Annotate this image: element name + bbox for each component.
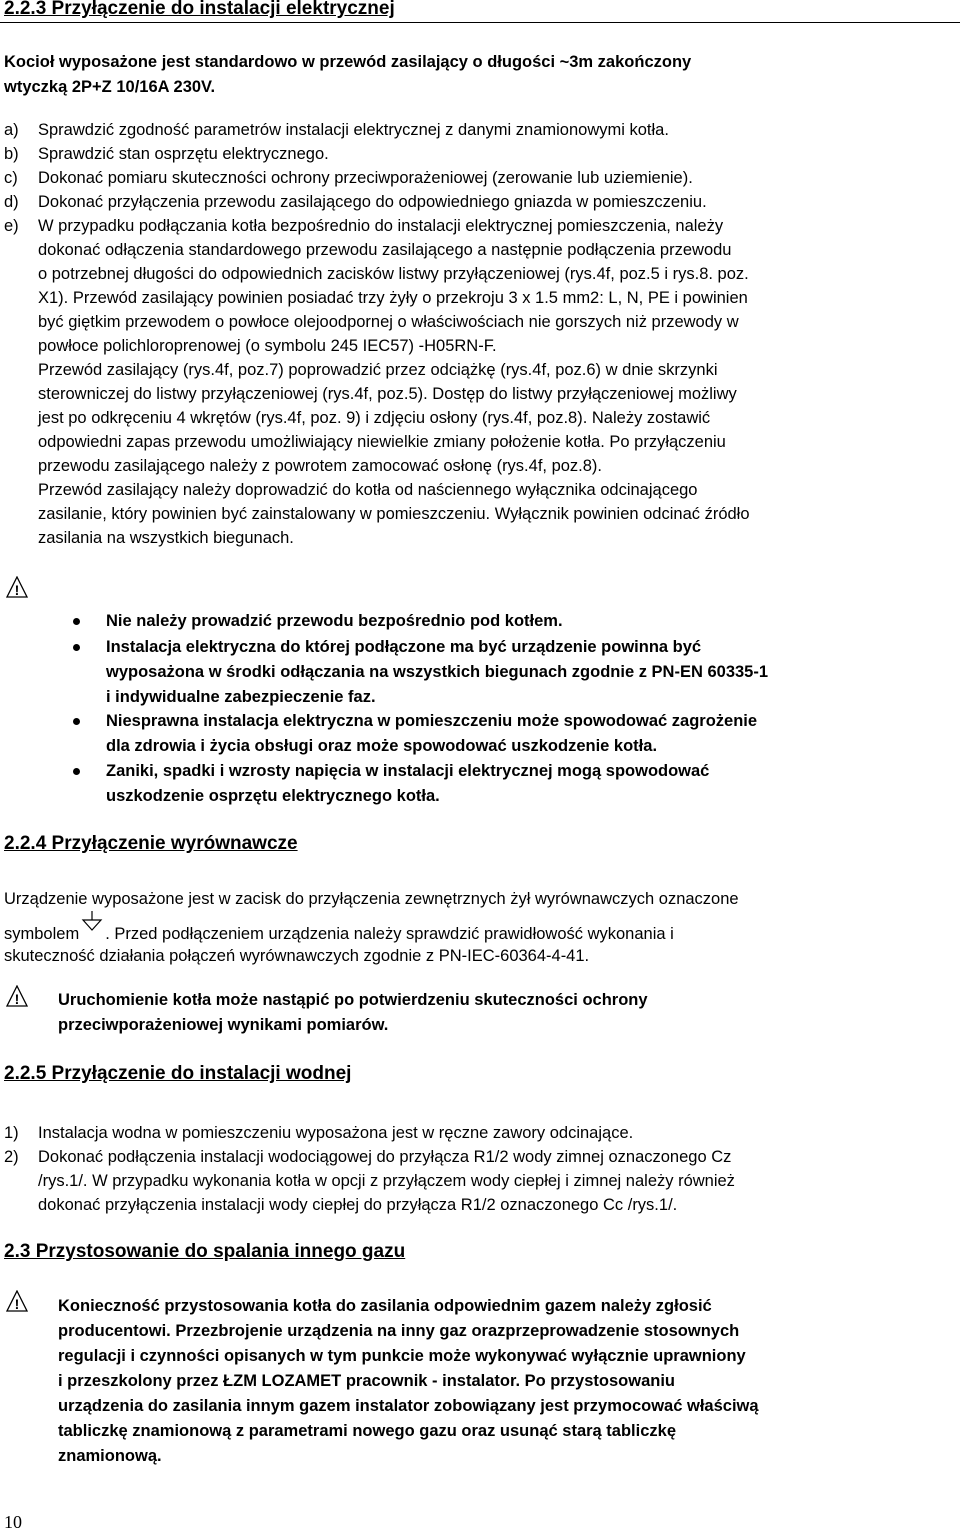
warning-triangle-icon (6, 985, 28, 1007)
svg-text:!: ! (14, 1296, 20, 1312)
top-rule (0, 22, 960, 23)
intro-paragraph: Kocioł wyposażone jest standardowo w przewód zasilający o długości ~3m zakończony wtyczką 2P+Z 10/16A 230V. (4, 53, 692, 96)
paragraph-line: skuteczność działania połączeń wyrównawczych zgodnie z PN-IEC-60364-4-41. (4, 947, 590, 965)
svg-text:!: ! (14, 991, 20, 1007)
list-item: Nie należy prowadzić przewodu bezpośrednio pod kotłem. (106, 612, 563, 630)
page-number: 10 (4, 1512, 22, 1532)
warning-text: Uruchomienie kotła może nastąpić po potwierdzeniu skuteczności ochrony przeciwporażeniowej wynikami pomiarów. (58, 991, 648, 1034)
list-item: Instalacja elektryczna do której podłączone ma być urządzenie powinna być wyposażona w środki odłączania na wszystkich biegunach zgodnie z PN-EN 60335-1 i indywidualne zabezpieczenie faz. (106, 638, 769, 706)
svg-text:!: ! (14, 582, 20, 598)
bullet-icon (73, 644, 80, 651)
paragraph-line: symbolem . Przed podłączeniem urządzenia należy sprawdzić prawidłowość wykonania i (4, 920, 674, 946)
bullet-icon (73, 768, 80, 775)
section-heading-2-2-4: 2.2.4 Przyłączenie wyrównawcze (4, 833, 298, 854)
paragraph-line: Urządzenie wyposażone jest w zacisk do przyłączenia zewnętrznych żył wyrównawczych oznaczone (4, 890, 739, 908)
warning-triangle-icon (6, 1290, 28, 1312)
bullet-icon (73, 718, 80, 725)
list-item: Niesprawna instalacja elektryczna w pomieszczeniu może spowodować zagrożenie dla zdrowia i życia obsługi oraz może spowodować uszkodzenie kotła. (106, 712, 758, 755)
section-heading-2-2-5: 2.2.5 Przyłączenie do instalacji wodnej (4, 1063, 352, 1084)
section-heading-2-2-3: 2.2.3 Przyłączenie do instalacji elektrycznej (4, 0, 395, 19)
ground-symbol-icon (79, 920, 105, 942)
section-heading-2-3: 2.3 Przystosowanie do spalania innego gazu (4, 1241, 406, 1262)
bullet-icon (73, 618, 80, 625)
warning-text: Konieczność przystosowania kotła do zasilania odpowiednim gazem należy zgłosić producentowi. Przezbrojenie urządzenia na inny gaz orazprzeprowadzenie stosownych regulacji i czynności opisanych w tym punkcie może wykonywać wyłącznie uprawniony i przeszkolony przez ŁZM LOZAMET pracownik - instalator. Po przystosowaniu urządzenia do zasilania innym gazem instalator zobowiązany jest przymocować właściwą tabliczkę znamionową z parametrami nowego gazu oraz usunąć starą tabliczkę znamionową. (58, 1297, 759, 1465)
warning-triangle-icon (6, 576, 28, 598)
list-item: Zaniki, spadki i wzrosty napięcia w instalacji elektrycznej mogą spowodować uszkodzenie osprzętu elektrycznego kotła. (106, 762, 710, 805)
